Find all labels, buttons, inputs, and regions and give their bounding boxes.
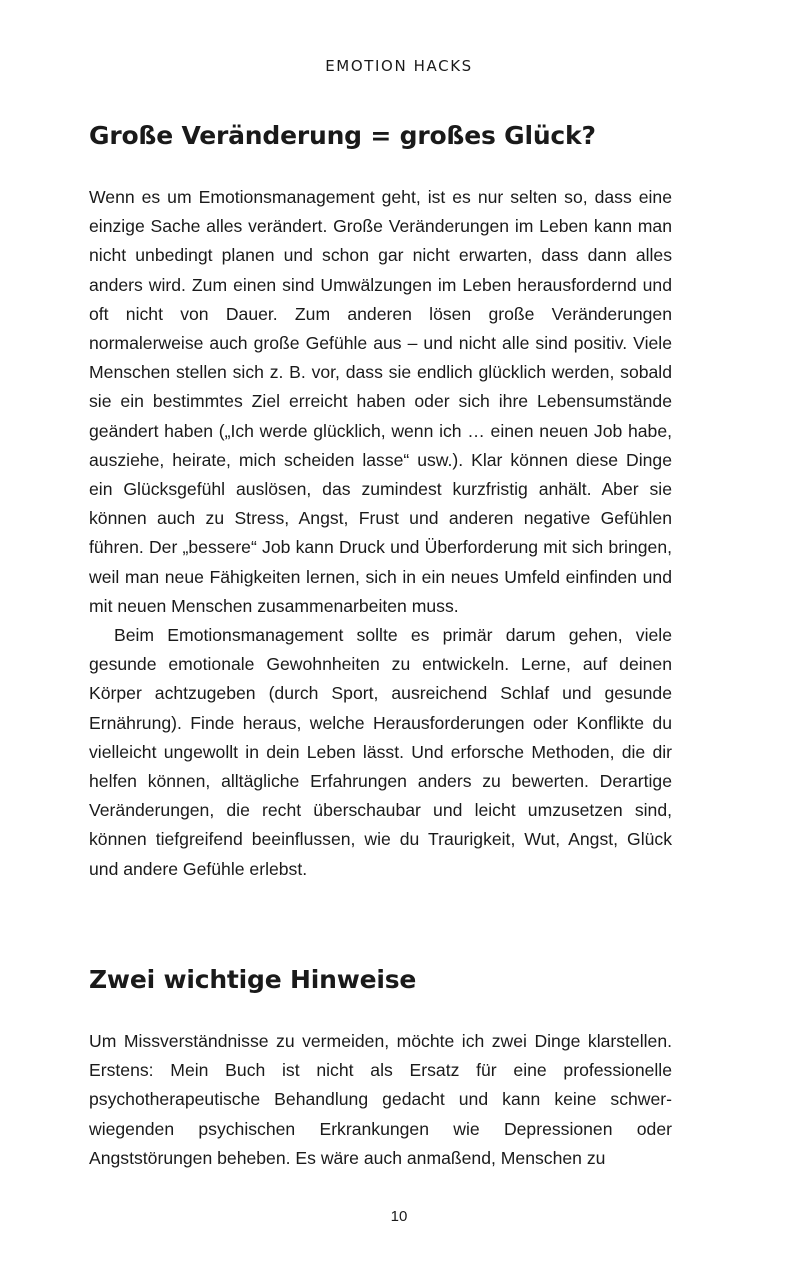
section-body <box>89 183 672 884</box>
section-heading: Große Veränderung = großes Glück? <box>89 121 596 150</box>
paragraph: Beim Emotionsmanagement sollte es primär darum gehen, viele gesunde emotionale Gewohnheiten zu entwickeln. Lerne, auf deinen Körper achtzugeben (durch Sport, ausreichend Schlaf und gesunde Ernährung). Finde heraus, welche Herausforderungen oder Konflikte du vielleicht ungewollt in dein Leben lässt. Und erforsche Methoden, die dir helfen können, alltägliche Erfahrungen anders zu bewerten. Derartige Veränderungen, die recht überschaubar und leicht umzusetzen sind, können tiefgreifend beeinflussen, wie du Traurigkeit, Wut, Angst, Glück und andere Gefühle erlebst. <box>89 625 672 879</box>
section-zwei-hinweise <box>89 962 672 1173</box>
paragraph: Wenn es um Emotionsmanagement geht, ist es nur selten so, dass eine einzige Sache alles verändert. Große Veränderungen im Leben kann man nicht unbedingt planen und schon gar nicht erwarten, dass dann alles anders wird. Zum einen sind Umwälzungen im Leben herausfordernd und oft nicht von Dauer. Zum anderen lösen große Veränderungen normalerweise auch große Gefühle aus – und nicht alle sind positiv. Viele Menschen stellen sich z. B. vor, dass sie endlich glücklich werden, sobald sie ein bestimmtes Ziel erreicht haben oder sich ihre Lebensumstände geändert haben („Ich werde glücklich, wenn ich … einen neuen Job habe, ausziehe, heirate, mich scheiden lasse“ usw.). Klar können diese Dinge ein Glücksgefühl auslösen, das zumindest kurzfristig anhält. Aber sie können auch zu Stress, Angst, Frust und anderen negative Gefühlen führen. Der „bessere“ Job kann Druck und Überforderung mit sich bringen, weil man neue Fähigkeiten lernen, sich in ein neues Umfeld einfinden und mit neuen Menschen zusammenarbeiten muss. <box>89 187 672 616</box>
running-head: EMOTION HACKS <box>325 57 473 75</box>
paragraph: Um Missverständnisse zu vermeiden, möchte ich zwei Dinge klarstellen. Erstens: Mein Buch ist nicht als Ersatz für eine professionelle psychotherapeutische Behandlung gedacht und kann keine schwerwiegenden psychischen Erkrankungen wie Depressionen oder Angststörungen beheben. Es wäre auch anmaßend, Menschen zu <box>89 1031 672 1168</box>
section-body <box>89 1027 672 1173</box>
section-heading: Zwei wichtige Hinweise <box>89 965 417 994</box>
page-number: 10 <box>390 1208 408 1225</box>
section-grosse-veraenderung <box>89 118 672 884</box>
